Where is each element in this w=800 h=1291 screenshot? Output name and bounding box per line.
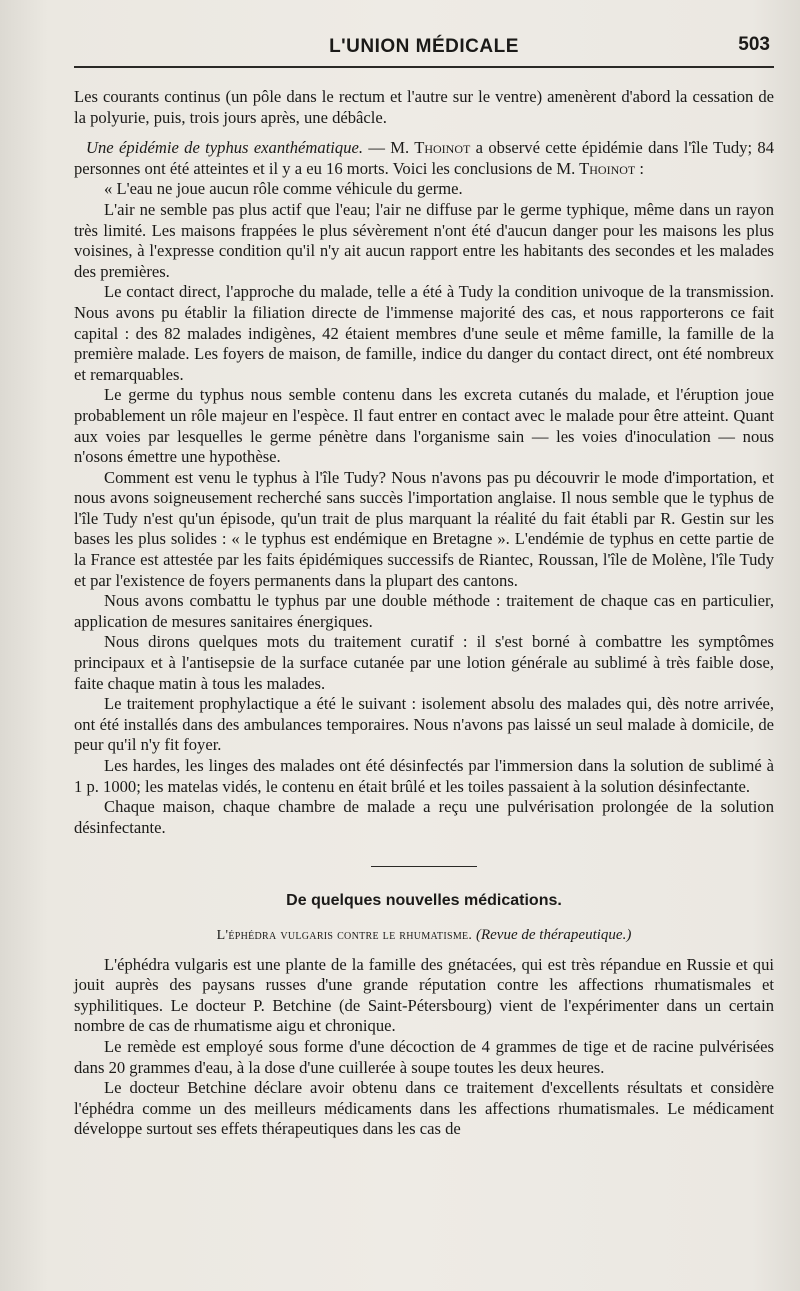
article-heading-title: L'éphédra vulgaris contre le rhumatisme. bbox=[216, 927, 473, 943]
notice-dash: — bbox=[363, 138, 391, 158]
quote-paragraph: L'air ne semble pas plus actif que l'eau; l'air ne diffuse par le germe typhique, même dans un rayon très limité. Les maisons frappées le plus sévèrement n'ont été d'aucun danger pour les maisons les plus voisines, à l'expresse condition qu'il n'y ait aucun rapport entre les habitants des secondes et les malades des premières. bbox=[74, 199, 774, 281]
quote-paragraph: « L'eau ne joue aucun rôle comme véhicule du germe. bbox=[104, 179, 463, 199]
paragraph: L'éphédra vulgaris est une plante de la famille des gnétacées, qui est très répandue en Russie et qui jouit auprès des paysans russes d'une grande réputation contre les affections rhumatismales et syphilitiques. Le docteur P. Betchine (de Saint-Pétersbourg) vient de l'expérimenter dans un certain nombre de cas de rhumatisme aigu et chronique. bbox=[74, 954, 774, 1036]
article-heading bbox=[74, 925, 774, 947]
journal-title: L'UNION MÉDICALE bbox=[329, 36, 519, 57]
article-body bbox=[74, 68, 774, 1140]
notice-title: Une épidémie de typhus exanthématique. bbox=[86, 138, 364, 158]
section-title: De quelques nouvelles médications. bbox=[286, 892, 562, 910]
page-header bbox=[74, 0, 774, 68]
paragraph: Le docteur Betchine déclare avoir obtenu dans ce traitement d'excellents résultats et considère l'éphédra comme un des meilleurs médicaments dans les affections rhumatismales. Le médicament développe surtout ses effets thérapeutiques dans les cas de bbox=[74, 1078, 774, 1139]
typhus-notice-intro bbox=[74, 138, 774, 179]
notice-colon: : bbox=[635, 158, 645, 178]
article-source: (Revue de thérapeutique.) bbox=[475, 926, 632, 943]
page-number: 503 bbox=[738, 34, 770, 55]
quote-paragraph: Nous dirons quelques mots du traitement curatif : il s'est borné à combattre les symptômes principaux et à l'antisepsie de la surface cutanée par une lotion générale au sublimé à très faible dose, faite chaque matin à tous les malades. bbox=[74, 632, 774, 693]
author-name: M. Thoinot bbox=[556, 158, 636, 178]
quote-paragraph: Le germe du typhus nous semble contenu dans les excreta cutanés du malade, et l'éruption joue probablement un rôle majeur en l'espèce. Il faut entrer en contact avec le malade pour être atteint. Quant aux voies par lesquelles le germe pénètre dans l'organisme sain — les voies d'inoculation — nous n'osons émettre une hypothèse. bbox=[74, 385, 774, 467]
notice-text: a observé cette épidémie dans l'île Tudy; 84 personnes ont été atteintes et il y a eu 16 morts. Voici les conclusions de bbox=[74, 138, 774, 178]
quote-paragraph: Les hardes, les linges des malades ont été désinfectés par l'immersion dans la solution de sublimé à 1 p. 1000; les matelas vidés, le contenu en était brûlé et les toiles passaient à la solution désinfectante. bbox=[74, 756, 774, 796]
paragraph: Les courants continus (un pôle dans le rectum et l'autre sur le ventre) amenèrent d'abord la cessation de la polyurie, puis, trois jours après, une débâcle. bbox=[74, 87, 774, 127]
quote-paragraph: Nous avons combattu le typhus par une double méthode : traitement de chaque cas en particulier, application de mesures sanitaires énergiques. bbox=[74, 591, 774, 631]
quote-paragraph: Le contact direct, l'approche du malade, telle a été à Tudy la condition univoque de la transmission. Nous avons pu établir la filiation directe de l'immense majorité des cas, et nous rapporterons ce fait capital : des 82 malades indigènes, 42 étaient membres d'une seule et même famille, la famille de la première malade. Les foyers de maison, de famille, indice du danger du contact direct, ont été nombreux et remarquables. bbox=[74, 282, 774, 384]
paragraph: Le remède est employé sous forme d'une décoction de 4 grammes de tige et de racine pulvérisées dans 20 grammes d'eau, à la dose d'une cuillerée à soupe toutes les deux heures. bbox=[74, 1036, 774, 1077]
quote-paragraph: Comment est venu le typhus à l'île Tudy? Nous n'avons pas pu découvrir le mode d'importation, et nous avons soigneusement recherché sans succès l'importation anglaise. Il nous semble que le typhus de l'île Tudy n'est qu'un épisode, qu'un trait de plus marquant la réalité du fait établi par R. Gestin sur les bases les plus solides : « le typhus est endémique en Bretagne ». L'endémie de typhus en cette partie de la France est attestée par les faits épidémiques successifs de Riantec, Roussan, l'île de Molène, l'île Tudy et par l'existence de foyers permanents dans la plupart des cantons. bbox=[74, 467, 774, 590]
author-name: M. Thoinot bbox=[390, 138, 471, 158]
section-divider bbox=[371, 866, 477, 867]
quote-paragraph: Chaque maison, chaque chambre de malade a reçu une pulvérisation prolongée de la solution désinfectante. bbox=[74, 797, 774, 837]
quote-paragraph: Le traitement prophylactique a été le suivant : isolement absolu des malades qui, dès notre arrivée, ont été installés dans des ambulances temporaires. Nous n'avons pas laissé un seul malade à domicile, de peur qu'il n'y fit foyer. bbox=[74, 694, 774, 755]
